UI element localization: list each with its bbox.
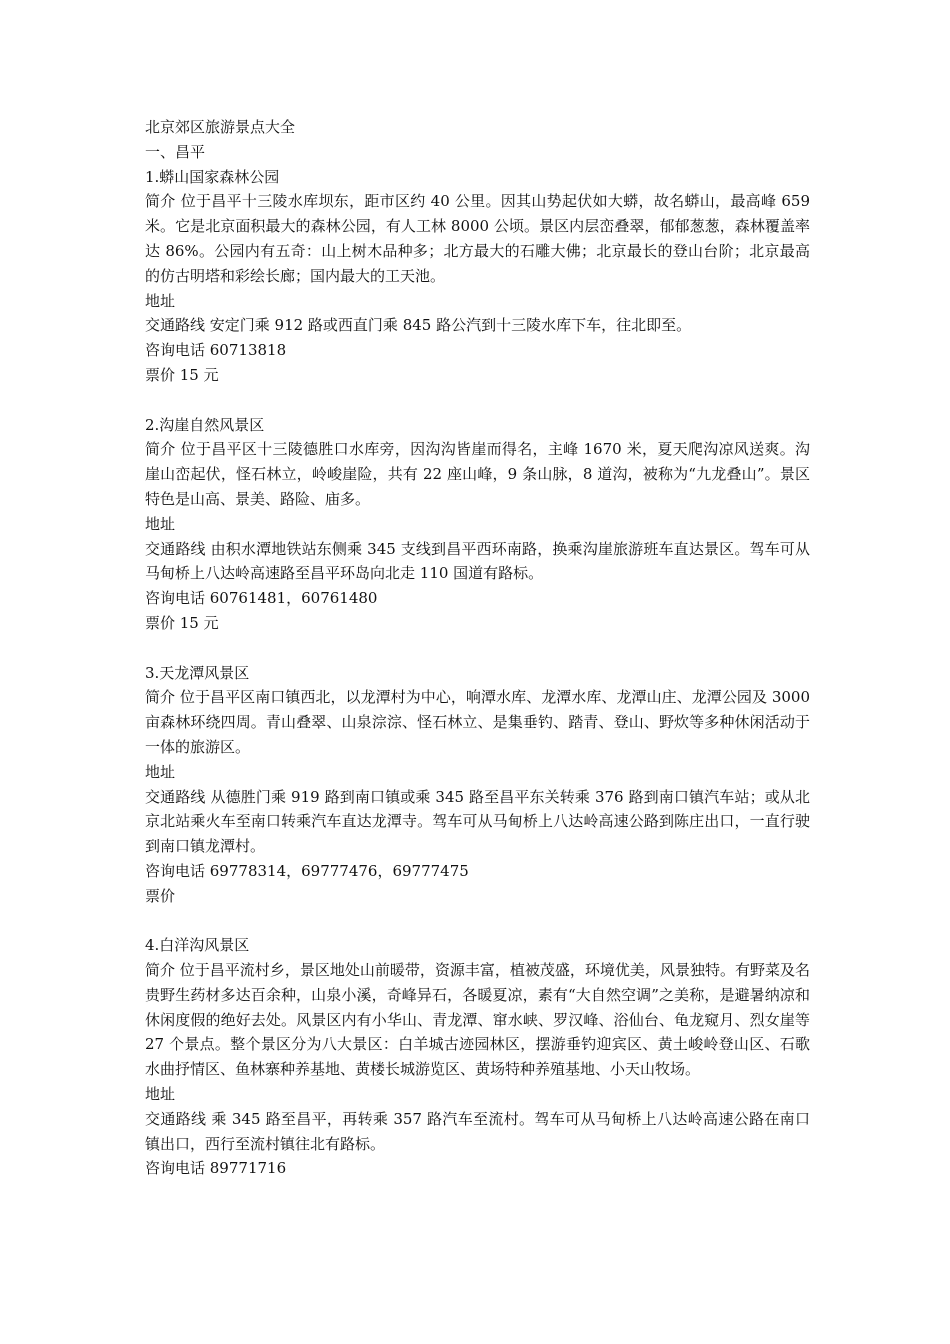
paragraph-gap <box>145 388 810 413</box>
paragraph-gap <box>145 636 810 661</box>
spot-transport: 交通路线 由积水潭地铁站东侧乘 345 支线到昌平西环南路，换乘沟崖旅游班车直达景区。驾车可从马甸桥上八达岭高速路至昌平环岛向北走 110 国道有路标。 <box>145 539 810 583</box>
spot-name: 3.天龙潭风景区 <box>145 663 250 682</box>
spot-address: 地址 <box>145 1085 176 1104</box>
spot-address: 地址 <box>145 514 176 533</box>
spot-transport: 交通路线 乘 345 路至昌平，再转乘 357 路汽车至流村。驾车可从马甸桥上八达岭高速公路在南口镇出口，西行至流村镇往北有路标。 <box>145 1109 810 1153</box>
document-title: 北京郊区旅游景点大全 <box>145 118 296 136</box>
spot-transport: 交通路线 从德胜门乘 919 路到南口镇或乘 345 路至昌平东关转乘 376 路到南口镇汽车站；或从北京北站乘火车至南口转乘汽车直达龙潭寺。驾车可从马甸桥上八达岭高速公路到陈庄出口，一直行驶到南口镇龙潭村。 <box>145 787 810 856</box>
spot-intro: 简介 位于昌平流村乡，景区地处山前暖带，资源丰富，植被茂盛，环境优美，风景独特。有野菜及名贵野生药材多达百余种，山泉小溪，奇峰异石，各暖夏凉，素有“大自然空调”之美称，是避暑纳凉和休闲度假的绝好去处。风景区内有小华山、青龙潭、窜水峡、罗汉峰、浴仙台、龟龙窥月、烈女崖等 27 个景点。整个景区分为八大景区：白羊城古迹园林区，摆游垂钓迎宾区、黄土峻岭登山区、石歌水曲抒情区、鱼林寨种养基地、黄楼长城游览区、黄场特种养殖基地、小天山牧场。 <box>145 961 815 1079</box>
spot-phone: 咨询电话 60713818 <box>145 341 287 360</box>
spot-intro: 简介 位于昌平区南口镇西北，以龙潭村为中心，响潭水库、龙潭水库、龙潭山庄、龙潭公园及 3000 亩森林环绕四周。青山叠翠、山泉淙淙、怪石林立、是集垂钓、踏青、登山、野炊等多种休闲活动于一体的旅游区。 <box>145 688 815 756</box>
spot-phone: 咨询电话 69778314，69777476，69777475 <box>145 861 469 880</box>
spot-phone: 咨询电话 89771716 <box>145 1159 287 1178</box>
spot-name: 1.蟒山国家森林公园 <box>145 167 280 186</box>
spot-ticket: 票价 15 元 <box>145 613 219 632</box>
document-page <box>145 115 815 1181</box>
spot-ticket: 票价 <box>145 886 176 905</box>
spot-phone: 咨询电话 60761481，60761480 <box>145 589 378 608</box>
spot-entry <box>145 165 815 388</box>
spot-address: 地址 <box>145 762 176 781</box>
spot-entry <box>145 413 810 636</box>
spot-name: 4.白洋沟风景区 <box>145 936 250 955</box>
spot-entry <box>145 661 815 909</box>
spot-entry <box>145 933 815 1181</box>
spot-ticket: 票价 15 元 <box>145 365 219 384</box>
spot-name: 2.沟崖自然风景区 <box>145 415 265 434</box>
spot-address: 地址 <box>145 291 176 310</box>
section-heading: 一、昌平 <box>145 142 206 161</box>
paragraph-gap <box>145 909 810 934</box>
spot-intro: 简介 位于昌平区十三陵德胜口水库旁，因沟沟皆崖而得名，主峰 1670 米，夏天爬沟凉风送爽。沟崖山峦起伏，怪石林立，岭峻崖险，共有 22 座山峰，9 条山脉，8 道沟，被称为“九龙叠山”。景区特色是山高、景美、路险、庙多。 <box>145 440 810 508</box>
spot-intro: 简介 位于昌平十三陵水库坝东，距市区约 40 公里。因其山势起伏如大蟒，故名蟒山，最高峰 659 米。它是北京面积最大的森林公园，有人工林 8000 公顷。景区内层峦叠翠，郁郁葱葱，森林覆盖率达 86%。公园内有五奇：山上树木品种多；北方最大的石雕大佛；北京最长的登山台阶；北京最高的仿古明塔和彩绘长廊；国内最大的工天池。 <box>145 192 815 285</box>
spot-transport: 交通路线 安定门乘 912 路或西直门乘 845 路公汽到十三陵水库下车，往北即至。 <box>145 316 692 335</box>
